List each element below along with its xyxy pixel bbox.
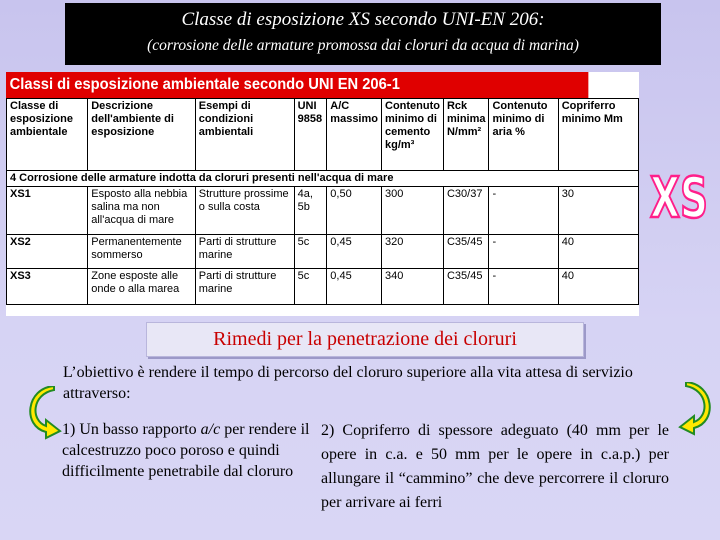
table-header: Classi di esposizione ambientale secondo UNI EN 206-1 [6,72,588,98]
point-2: 2) Copriferro di spessore adeguato (40 mm per le opere in c.a. e 50 mm per le opere in c.a.p.) per allungare il “cammino” che deve percorrere il cloruro per arrivare ai ferri [321,422,669,511]
xs-logo-text: XS [650,172,708,224]
column-header: Copriferro minimo Mm [558,99,638,171]
point-1 [62,419,312,482]
table-cell: Parti di strutture marine [195,235,294,269]
curved-arrow-left-icon [28,386,64,440]
table-cell: 320 [382,235,444,269]
column-header: UNI 9858 [294,99,327,171]
remedies-title: Rimedi per la penetrazione dei cloruri [146,322,584,357]
table-cell: - [489,235,558,269]
table-cell: XS3 [7,269,88,305]
column-header: Contenuto minimo di cemento kg/m³ [382,99,444,171]
point-1-rest: per rendere il calcestruzzo poco poroso e quindi difficilmente penetrabile dal cloruro [62,421,310,480]
table-cell: 40 [558,235,638,269]
point-1-ratio: a/c [200,421,221,438]
xs-logo [648,172,710,224]
curved-arrow-right-icon [676,382,712,436]
table-row [7,187,639,235]
table-cell: 40 [558,269,638,305]
title-box [65,3,661,65]
table-cell: C30/37 [443,187,489,235]
column-header: A/C massimo [327,99,382,171]
exposure-class-table [6,98,639,305]
column-header: Rck minima N/mm² [443,99,489,171]
table-cell: 0,50 [327,187,382,235]
table-cell: - [489,187,558,235]
table-cell: 5c [294,235,327,269]
slide-title: Classe di esposizione XS secondo UNI-EN 206: [181,9,545,30]
table-cell: Zone esposte alle onde o alla marea [88,269,196,305]
table-cell: 0,45 [327,235,382,269]
table-cell: 4a, 5b [294,187,327,235]
slide-subtitle: (corrosione delle armature promossa dai cloruri da acqua di marina) [147,37,579,54]
table-cell: 0,45 [327,269,382,305]
column-header: Classe di esposizione ambientale [7,99,88,171]
column-header: Esempi di condizioni ambientali [195,99,294,171]
table-column-headers [7,99,639,171]
table-row [7,269,639,305]
table-section-row [7,171,639,187]
table-cell: 300 [382,187,444,235]
intro-text: L’obiettivo è rendere il tempo di percorso del cloruro superiore alla vita attesa di servizio attraverso: [63,364,633,402]
table-cell: XS1 [7,187,88,235]
table-cell: - [489,269,558,305]
table-cell: C35/45 [443,235,489,269]
table-cell: Permanentemente sommerso [88,235,196,269]
column-header: Contenuto minimo di aria % [489,99,558,171]
table-cell: C35/45 [443,269,489,305]
table-cell: 340 [382,269,444,305]
table-cell: 5c [294,269,327,305]
exposure-table [6,72,639,316]
section-label: 4 Corrosione delle armature indotta da cloruri presenti nell'acqua di mare [7,171,639,187]
table-cell: 30 [558,187,638,235]
table-cell: XS2 [7,235,88,269]
table-cell: Parti di strutture marine [195,269,294,305]
column-header: Descrizione dell'ambiente di esposizione [88,99,196,171]
table-cell: Esposto alla nebbia salina ma non all'acqua di mare [88,187,196,235]
table-row [7,235,639,269]
point-1-prefix: 1) Un basso rapporto [62,421,201,438]
table-cell: Strutture prossime o sulla costa [195,187,294,235]
